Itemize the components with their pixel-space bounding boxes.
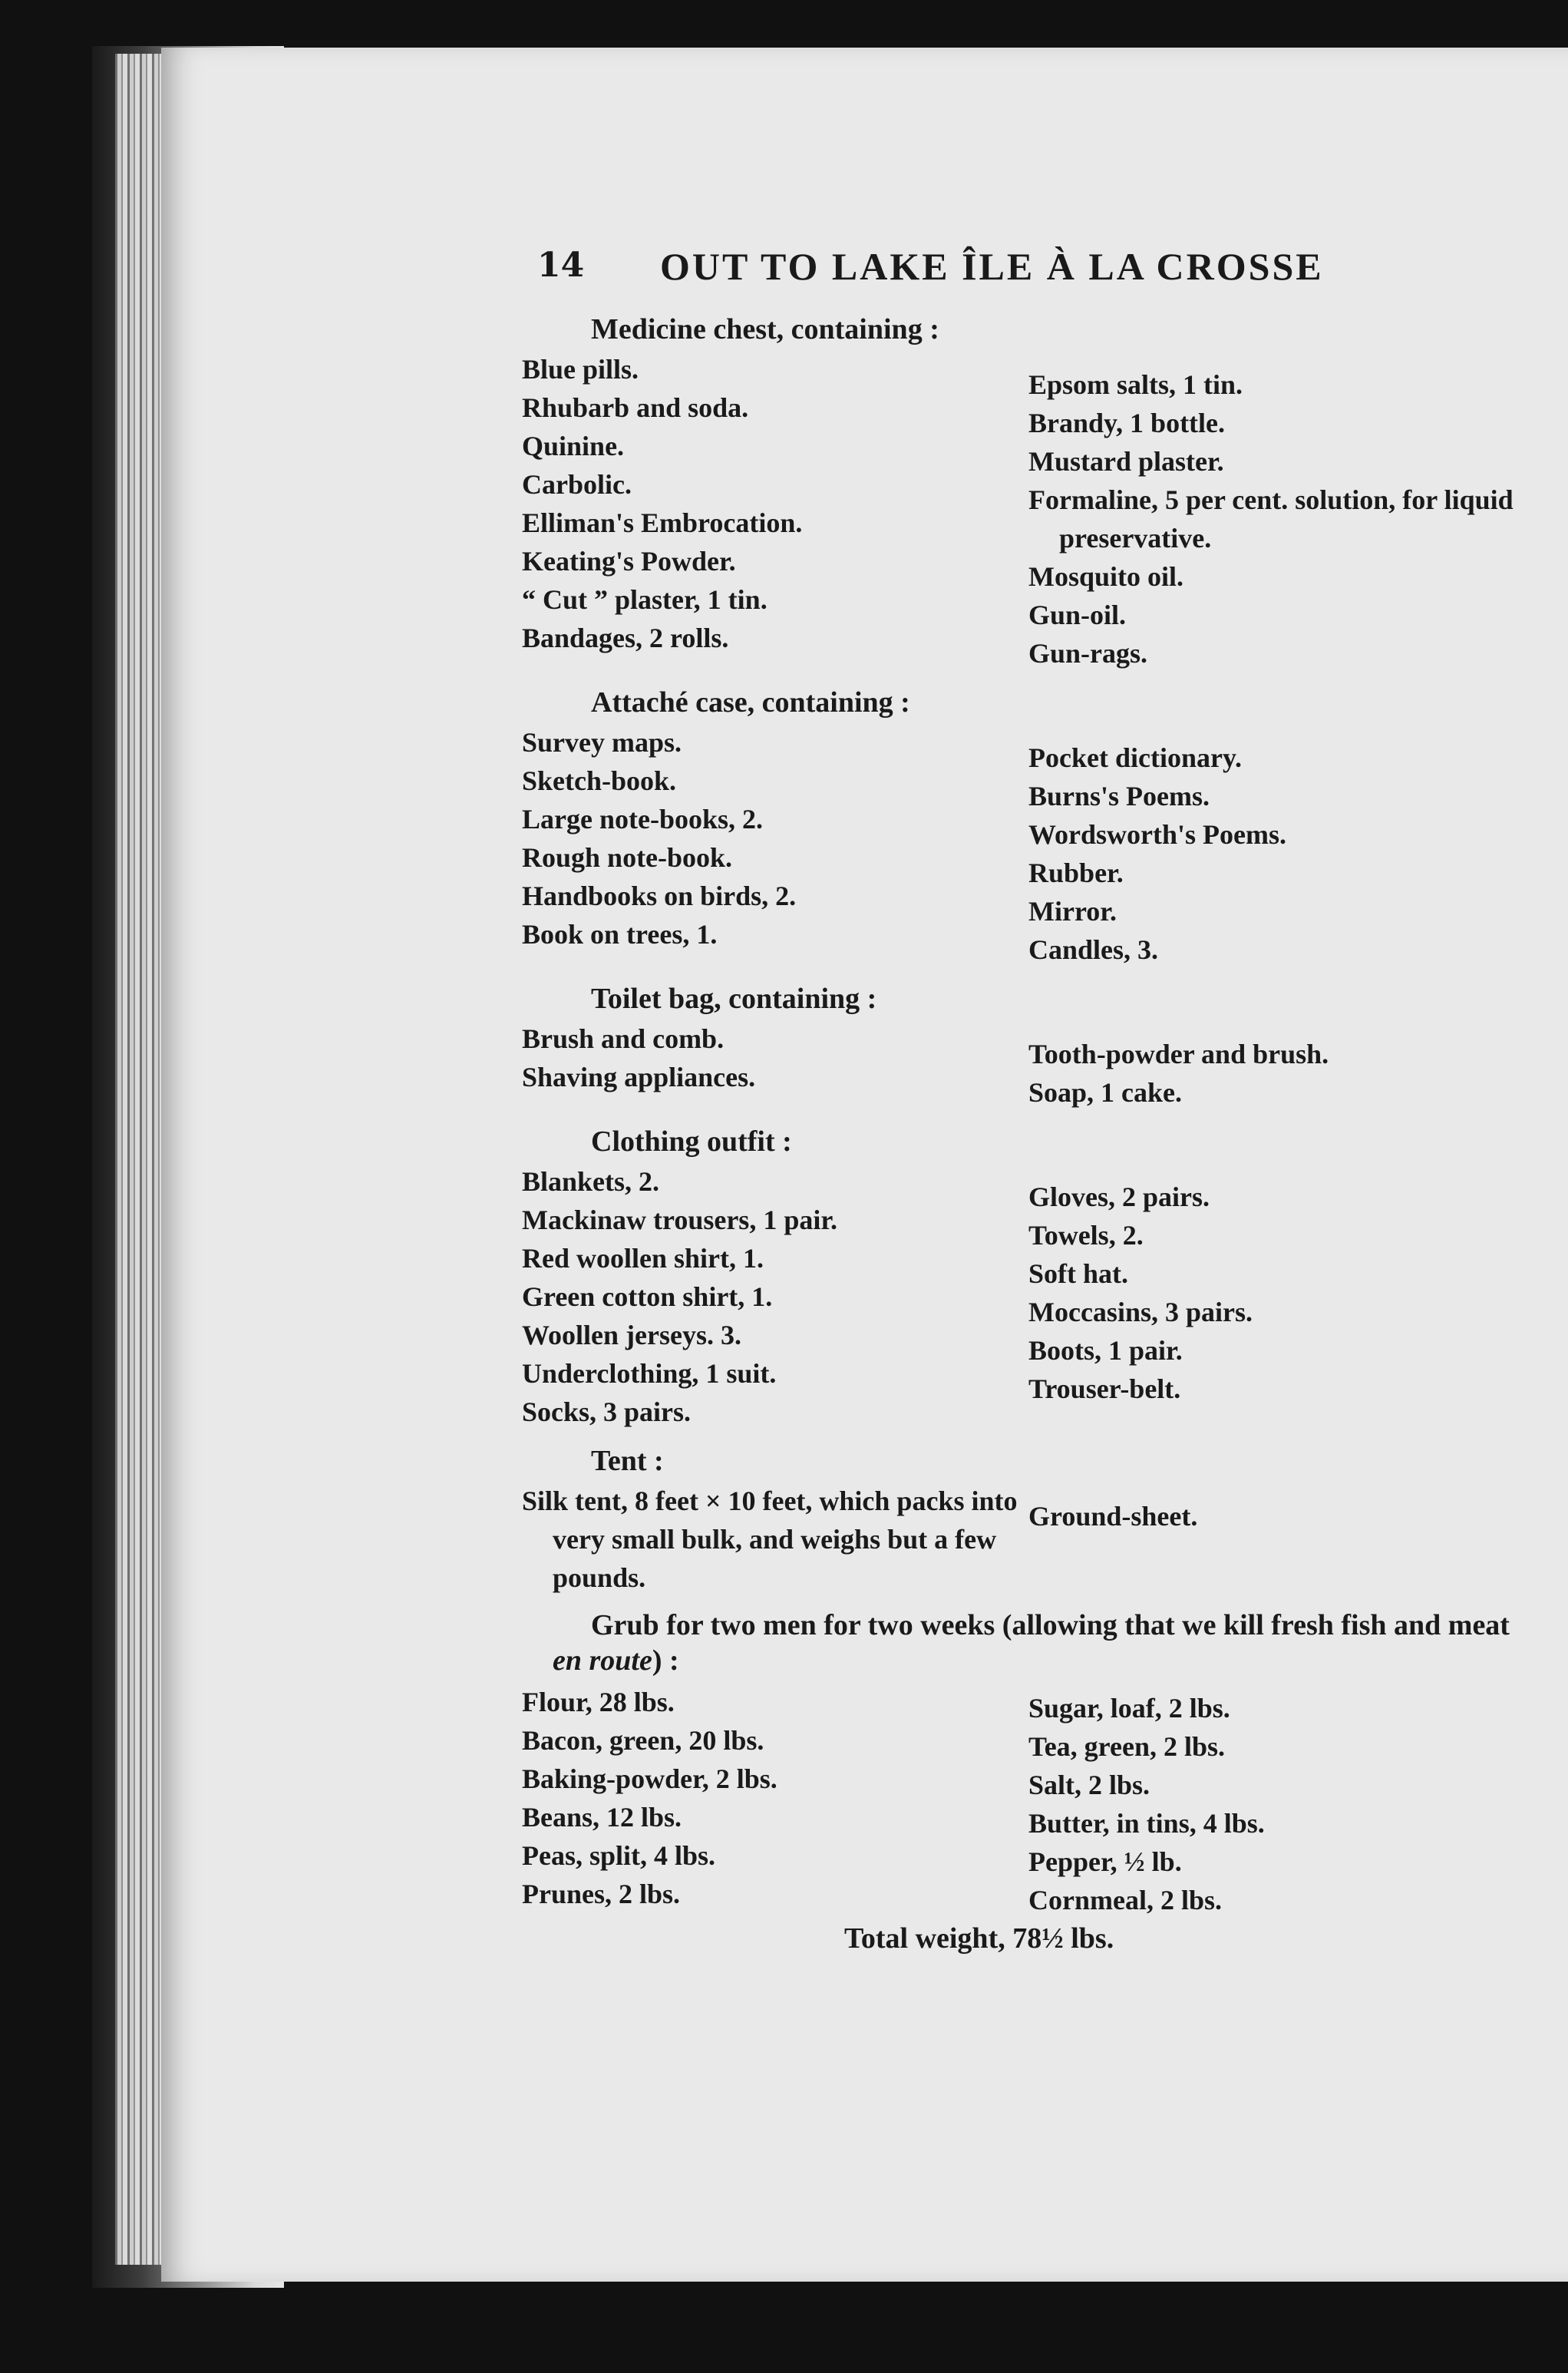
list-item: Keating's Powder. <box>522 546 736 577</box>
section-toilet <box>522 980 1520 1112</box>
list-item: Quinine. <box>522 431 625 461</box>
list-item: Socks, 3 pairs. <box>522 1396 692 1427</box>
total-weight: Total weight, 78½ lbs. <box>844 1922 1114 1955</box>
section-medicine <box>522 310 1520 673</box>
left-column <box>522 1482 1028 1597</box>
list-item: Blue pills. <box>522 354 639 385</box>
list-item: Towels, 2. <box>1028 1220 1144 1251</box>
list-item: Flour, 28 lbs. <box>522 1687 675 1717</box>
left-column <box>522 723 1028 969</box>
list-item: Brandy, 1 bottle. <box>1028 408 1226 438</box>
section-clothing <box>522 1122 1520 1431</box>
right-column <box>1028 1683 1520 1919</box>
list-item: Gun-rags. <box>1028 638 1148 669</box>
list-item: Brush and comb. <box>522 1023 725 1054</box>
list-item: Soap, 1 cake. <box>1028 1077 1183 1108</box>
list-item: Burns's Poems. <box>1028 781 1210 811</box>
list-item: Soft hat. <box>1028 1258 1129 1289</box>
list-item: Salt, 2 lbs. <box>1028 1770 1150 1800</box>
list-item: Pocket dictionary. <box>1028 742 1242 773</box>
list-item: “ Cut ” plaster, 1 tin. <box>522 584 767 615</box>
right-column <box>1028 1482 1520 1597</box>
list-item: Butter, in tins, 4 lbs. <box>1028 1808 1265 1839</box>
list-item: Survey maps. <box>522 727 682 758</box>
list-item: Blankets, 2. <box>522 1166 660 1197</box>
list-item: Trouser-belt. <box>1028 1373 1181 1404</box>
list-item: Mosquito oil. <box>1028 561 1184 592</box>
page-number: 14 <box>537 246 585 285</box>
list-item: Formaline, 5 per cent. solution, for liquid preservative. <box>1028 484 1514 554</box>
grub-intro <box>522 1608 1520 1678</box>
list-item: Rough note-book. <box>522 842 733 873</box>
list-item: Sketch-book. <box>522 765 677 796</box>
list-item: Rubber. <box>1028 858 1124 888</box>
list-item: Sugar, loaf, 2 lbs. <box>1028 1693 1230 1724</box>
running-head: OUT TO LAKE ÎLE À LA CROSSE <box>660 245 1324 288</box>
list-item: Woollen jerseys. 3. <box>522 1320 741 1350</box>
list-item: Gloves, 2 pairs. <box>1028 1182 1210 1212</box>
list-item: Mustard plaster. <box>1028 446 1224 477</box>
list-item: Carbolic. <box>522 469 632 500</box>
page-header <box>522 230 1520 299</box>
list-item: Candles, 3. <box>1028 934 1159 965</box>
list-item: Shaving appliances. <box>522 1062 756 1092</box>
list-item: Book on trees, 1. <box>522 919 718 950</box>
grub-intro-text: Grub for two men for two weeks (allowing that we kill fresh fish and meat <box>591 1609 1510 1641</box>
left-column <box>522 1020 1028 1112</box>
section-attache <box>522 683 1520 969</box>
left-column <box>522 1683 1028 1919</box>
list-item: Mirror. <box>1028 896 1117 927</box>
right-column <box>1028 1162 1520 1431</box>
list-item: Bandages, 2 rolls. <box>522 623 729 653</box>
list-item: Green cotton shirt, 1. <box>522 1281 773 1312</box>
list-item: Epsom salts, 1 tin. <box>1028 369 1243 400</box>
list-item: Pepper, ½ lb. <box>1028 1846 1182 1877</box>
right-column <box>1028 723 1520 969</box>
list-item: Ground-sheet. <box>1028 1501 1198 1532</box>
list-item: Rhubarb and soda. <box>522 392 749 423</box>
list-item: Red woollen shirt, 1. <box>522 1243 764 1274</box>
list-item: Beans, 12 lbs. <box>522 1802 682 1833</box>
list-item: Bacon, green, 20 lbs. <box>522 1725 764 1756</box>
section-heading: Tent : <box>591 1445 664 1477</box>
list-item: Cornmeal, 2 lbs. <box>1028 1885 1222 1915</box>
grub-intro-italic: en route <box>553 1644 652 1677</box>
grub-intro-end: ) : <box>652 1644 679 1677</box>
page-content <box>522 230 1520 1958</box>
list-item: Moccasins, 3 pairs. <box>1028 1297 1253 1327</box>
list-item: Gun-oil. <box>1028 600 1127 630</box>
section-grub <box>522 1608 1520 1958</box>
list-item: Peas, split, 4 lbs. <box>522 1840 716 1871</box>
list-item: Underclothing, 1 suit. <box>522 1358 777 1389</box>
right-column <box>1028 1020 1520 1112</box>
section-heading: Toilet bag, containing : <box>591 983 877 1015</box>
list-item: Silk tent, 8 feet × 10 feet, which packs into very small bulk, and weighs but a few pounds. <box>522 1486 1018 1593</box>
list-item: Handbooks on birds, 2. <box>522 881 797 911</box>
left-column <box>522 1162 1028 1431</box>
list-item: Wordsworth's Poems. <box>1028 819 1286 850</box>
section-heading: Attaché case, containing : <box>591 686 910 719</box>
list-item: Prunes, 2 lbs. <box>522 1879 681 1909</box>
section-heading: Medicine chest, containing : <box>591 313 939 345</box>
list-item: Boots, 1 pair. <box>1028 1335 1183 1366</box>
list-item: Elliman's Embrocation. <box>522 507 803 538</box>
section-tent <box>522 1442 1520 1597</box>
list-item: Large note-books, 2. <box>522 804 763 835</box>
right-column <box>1028 350 1520 673</box>
left-column <box>522 350 1028 673</box>
list-item: Tea, green, 2 lbs. <box>1028 1731 1226 1762</box>
section-heading: Clothing outfit : <box>591 1125 792 1158</box>
list-item: Tooth-powder and brush. <box>1028 1039 1329 1069</box>
list-item: Baking-powder, 2 lbs. <box>522 1763 777 1794</box>
list-item: Mackinaw trousers, 1 pair. <box>522 1205 838 1235</box>
